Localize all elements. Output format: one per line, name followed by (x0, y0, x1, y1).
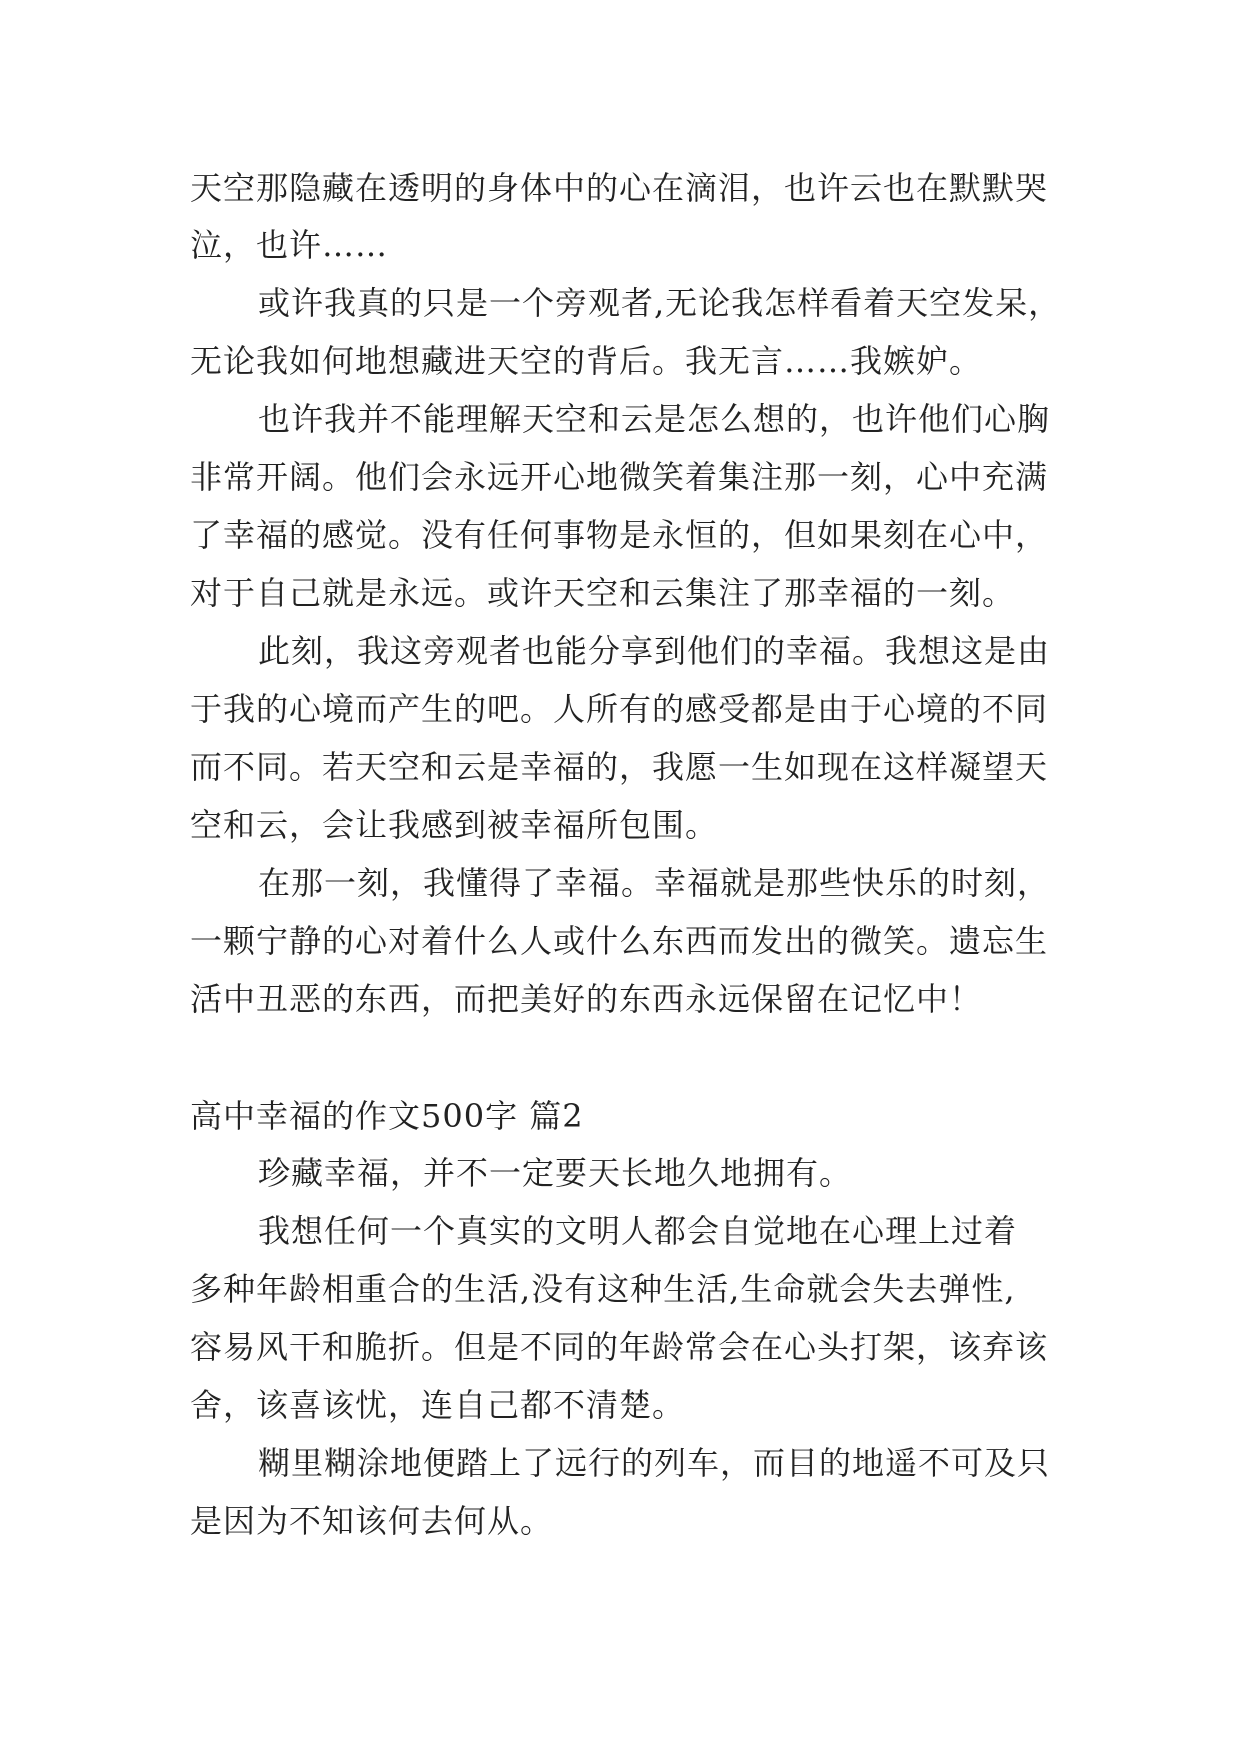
text-line: 了幸福的感觉。没有任何事物是永恒的，但如果刻在心中， (190, 516, 1049, 554)
text-line: 于我的心境而产生的吧。人所有的感受都是由于心境的不同 (190, 690, 1049, 728)
text-line: 一颗宁静的心对着什么人或什么东西而发出的微笑。遗忘生 (190, 922, 1049, 960)
text-line: 也许我并不能理解天空和云是怎么想的，也许他们心胸 (258, 400, 1051, 438)
text-line: 在那一刻，我懂得了幸福。幸福就是那些快乐的时刻， (258, 864, 1051, 902)
text-line: 多种年龄相重合的生活,没有这种生活,生命就会失去弹性, (190, 1270, 1016, 1308)
text-line: 舍，该喜该忧，连自己都不清楚。 (190, 1386, 686, 1424)
section-heading: 高中幸福的作文500字 篇2 (190, 1097, 584, 1135)
text-line: 或许我真的只是一个旁观者,无论我怎样看着天空发呆， (258, 284, 1062, 322)
text-line: 天空那隐藏在透明的身体中的心在滴泪，也许云也在默默哭 (190, 169, 1049, 207)
text-line: 我想任何一个真实的文明人都会自觉地在心理上过着 (258, 1212, 1018, 1250)
text-line: 对于自己就是永远。或许天空和云集注了那幸福的一刻。 (190, 574, 1016, 612)
text-line: 容易风干和脆折。但是不同的年龄常会在心头打架，该弃该 (190, 1328, 1049, 1366)
text-line: 是因为不知该何去何从。 (190, 1502, 554, 1540)
text-line: 糊里糊涂地便踏上了远行的列车，而目的地遥不可及只 (258, 1444, 1051, 1482)
text-line: 泣，也许…… (190, 226, 389, 264)
text-line: 无论我如何地想藏进天空的背后。我无言……我嫉妒。 (190, 342, 983, 380)
text-line: 而不同。若天空和云是幸福的，我愿一生如现在这样凝望天 (190, 748, 1049, 786)
text-line: 非常开阔。他们会永远开心地微笑着集注那一刻，心中充满 (190, 458, 1049, 496)
text-line: 活中丑恶的东西，而把美好的东西永远保留在记忆中！ (190, 980, 983, 1018)
text-line: 空和云，会让我感到被幸福所包围。 (190, 806, 719, 844)
text-line: 珍藏幸福，并不一定要天长地久地拥有。 (258, 1154, 853, 1192)
text-line: 此刻，我这旁观者也能分享到他们的幸福。我想这是由 (258, 632, 1051, 670)
